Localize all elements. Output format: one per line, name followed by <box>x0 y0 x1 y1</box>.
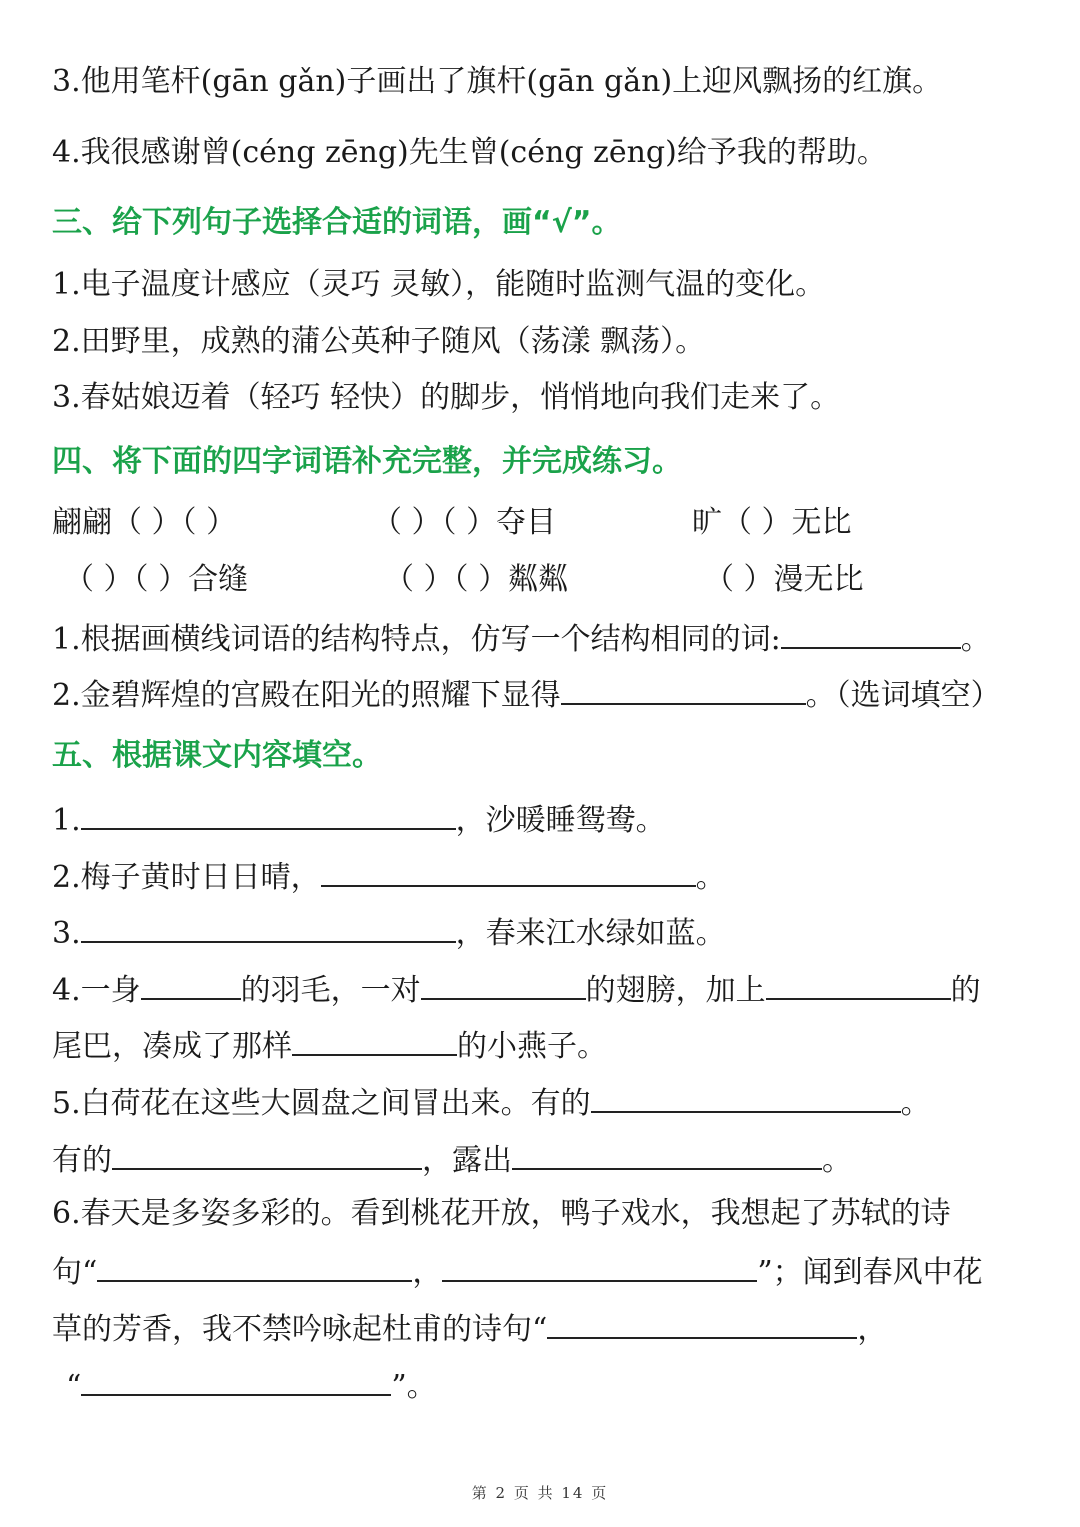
q3-item-1: 1.电子温度计感应（灵巧 灵敏），能随时监测气温的变化。 <box>52 267 826 302</box>
exercise-text: 3. <box>52 916 81 951</box>
exercise-text: 。 <box>695 860 726 895</box>
q3-item-3: 3.春姑娘迈着（轻巧 轻快）的脚步，悄悄地向我们走来了。 <box>52 380 841 415</box>
q5-item-4-line-1 <box>52 968 981 1011</box>
section-heading-3: 三、给下列句子选择合适的词语，画“√”。 <box>52 205 622 240</box>
exercise-text: 。（选词填空） <box>805 678 1001 713</box>
exercise-text: “ <box>66 1369 82 1404</box>
section-heading-4: 四、将下面的四字词语补充完整，并完成练习。 <box>52 444 682 479</box>
q5-item-6-line-1: 6.春天是多姿多彩的。看到桃花开放，鸭子戏水，我想起了苏轼的诗 <box>52 1196 951 1231</box>
answer-blank[interactable] <box>141 968 241 1000</box>
answer-blank[interactable] <box>591 1081 901 1113</box>
section-heading-5: 五、根据课文内容填空。 <box>52 738 382 773</box>
exercise-text: 。 <box>960 622 991 657</box>
exercise-text: 1. <box>52 803 81 838</box>
page-footer: 第 2 页 共 14 页 <box>471 1484 609 1502</box>
exercise-text: 句“ <box>52 1255 98 1290</box>
idiom-blank-item[interactable]: （ ）（ ）夺目 <box>372 505 557 540</box>
exercise-text: 2.梅子黄时日日晴， <box>52 860 321 895</box>
answer-blank[interactable] <box>781 617 961 649</box>
exercise-text: 。 <box>900 1086 931 1121</box>
q5-item-5-line-2 <box>52 1138 852 1181</box>
answer-blank[interactable] <box>561 673 806 705</box>
idiom-blank-item[interactable]: 翩翩（ ）（ ） <box>52 505 237 540</box>
q4-exercise-1 <box>52 617 991 660</box>
idiom-row-2 <box>64 560 864 600</box>
idiom-blank-item[interactable]: （ ）（ ）合缝 <box>64 562 249 597</box>
q5-item-5-line-1 <box>52 1081 931 1124</box>
exercise-text: 的小燕子。 <box>457 1029 607 1064</box>
exercise-text: 的翅膀，加上 <box>585 973 766 1008</box>
exercise-text: 。 <box>822 1143 852 1178</box>
exercise-text: ， <box>857 1312 888 1347</box>
q5-item-4-line-2 <box>52 1024 607 1067</box>
idiom-row-1 <box>52 503 852 543</box>
exercise-text: ”；闻到春风中花 <box>757 1255 983 1290</box>
exercise-text: 5.白荷花在这些大圆盘之间冒出来。有的 <box>52 1086 591 1121</box>
answer-blank[interactable] <box>81 1364 391 1396</box>
q2-item-3: 3.他用笔杆(gān gǎn)子画出了旗杆(gān gǎn)上迎风飘扬的红旗。 <box>52 64 943 99</box>
exercise-text: 草的芳香，我不禁吟咏起杜甫的诗句“ <box>52 1312 548 1347</box>
idiom-blank-item[interactable]: 旷（ ）无比 <box>692 505 852 540</box>
exercise-text: ，春来江水绿如蓝。 <box>455 916 726 951</box>
q3-item-2: 2.田野里，成熟的蒲公英种子随风（荡漾 飘荡）。 <box>52 324 706 359</box>
q4-exercise-2 <box>52 673 1001 716</box>
answer-blank[interactable] <box>81 911 456 943</box>
q5-item-6-line-3 <box>52 1307 887 1350</box>
idiom-blank-item[interactable]: （ ）（ ）粼粼 <box>384 562 569 597</box>
answer-blank[interactable] <box>766 968 951 1000</box>
exercise-text: ， <box>412 1255 443 1290</box>
answer-blank[interactable] <box>442 1250 757 1282</box>
q5-item-6-line-4 <box>66 1364 437 1407</box>
answer-blank[interactable] <box>112 1138 422 1170</box>
exercise-text: ”。 <box>391 1369 437 1404</box>
q5-item-1 <box>52 798 666 841</box>
exercise-text: 1.根据画横线词语的结构特点，仿写一个结构相同的词: <box>52 622 781 657</box>
answer-blank[interactable] <box>292 1024 457 1056</box>
exercise-text: 有的 <box>52 1143 112 1178</box>
exercise-text: 的羽毛，一对 <box>240 973 421 1008</box>
exercise-text: 尾巴，凑成了那样 <box>52 1029 292 1064</box>
answer-blank[interactable] <box>321 855 696 887</box>
answer-blank[interactable] <box>547 1307 857 1339</box>
exercise-text: ，露出 <box>422 1143 512 1178</box>
answer-blank[interactable] <box>97 1250 412 1282</box>
q5-item-6-line-2 <box>52 1250 983 1293</box>
answer-blank[interactable] <box>81 798 456 830</box>
q5-item-3 <box>52 911 726 954</box>
q5-item-2 <box>52 855 726 898</box>
answer-blank[interactable] <box>512 1138 822 1170</box>
answer-blank[interactable] <box>421 968 586 1000</box>
exercise-text: 的 <box>950 973 981 1008</box>
exercise-text: 2.金碧辉煌的宫殿在阳光的照耀下显得 <box>52 678 561 713</box>
exercise-text: ，沙暖睡鸳鸯。 <box>455 803 666 838</box>
q2-item-4: 4.我很感谢曾(céng zēng)先生曾(céng zēng)给予我的帮助。 <box>52 135 887 170</box>
idiom-blank-item[interactable]: （ ）漫无比 <box>704 562 864 597</box>
exercise-text: 4.一身 <box>52 973 141 1008</box>
